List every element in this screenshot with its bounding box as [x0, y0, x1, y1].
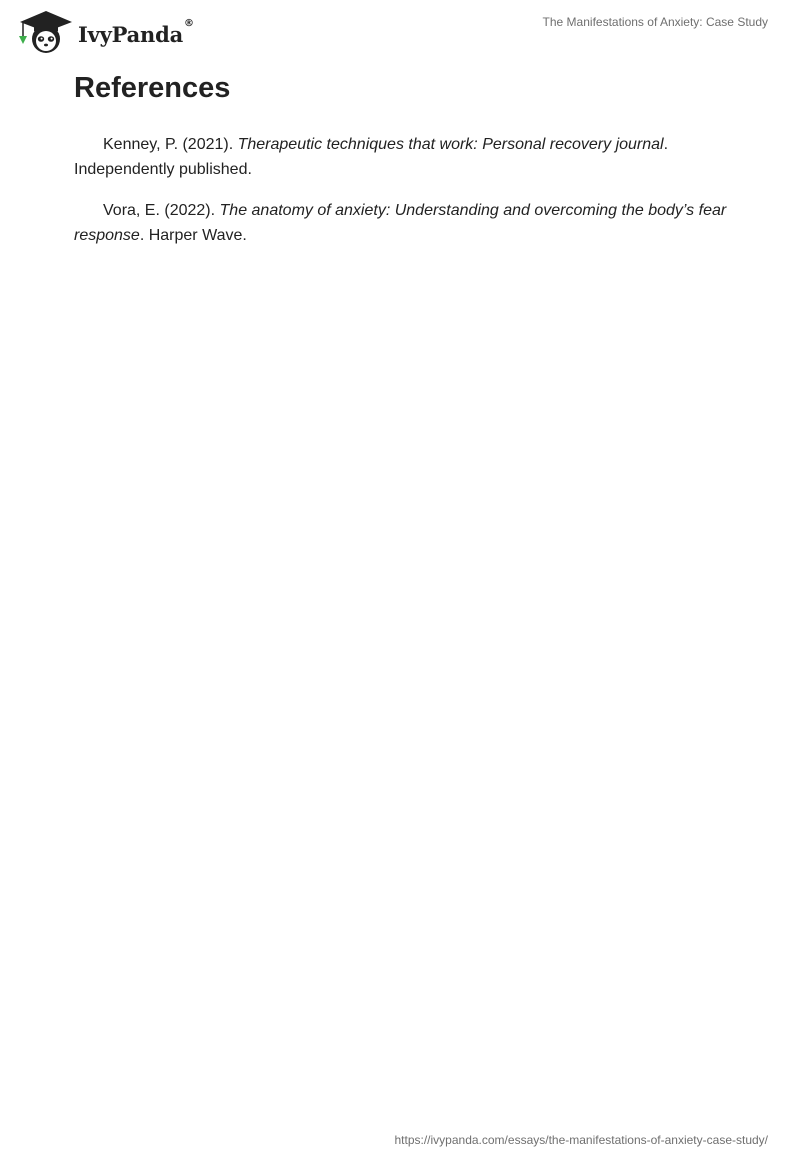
ivypanda-logo[interactable] — [14, 8, 194, 56]
reference-authors: Vora, E. (2022). — [103, 202, 220, 219]
reference-list — [74, 132, 730, 264]
reference-authors: Kenney, P. (2021). — [103, 136, 238, 153]
source-url-link[interactable]: https://ivypanda.com/essays/the-manifestations-of-anxiety-case-study/ — [394, 1133, 768, 1147]
page-header — [0, 0, 800, 60]
page-title: References — [74, 72, 231, 104]
reference-title: The anatomy of anxiety: Understanding and overcoming the body’s fear response — [74, 202, 727, 244]
reference-publisher: . Independently published. — [74, 136, 669, 178]
reference-publisher: . Harper Wave. — [139, 227, 247, 244]
running-title: The Manifestations of Anxiety: Case Study — [542, 15, 768, 29]
reference-item — [74, 132, 730, 182]
panda-graduation-cap-icon — [14, 8, 74, 56]
reference-title: Therapeutic techniques that work: Personal recovery journal — [237, 136, 664, 153]
logo-wordmark: IvyPanda® — [78, 17, 194, 47]
reference-item — [74, 198, 730, 248]
registered-mark: ® — [184, 17, 194, 29]
